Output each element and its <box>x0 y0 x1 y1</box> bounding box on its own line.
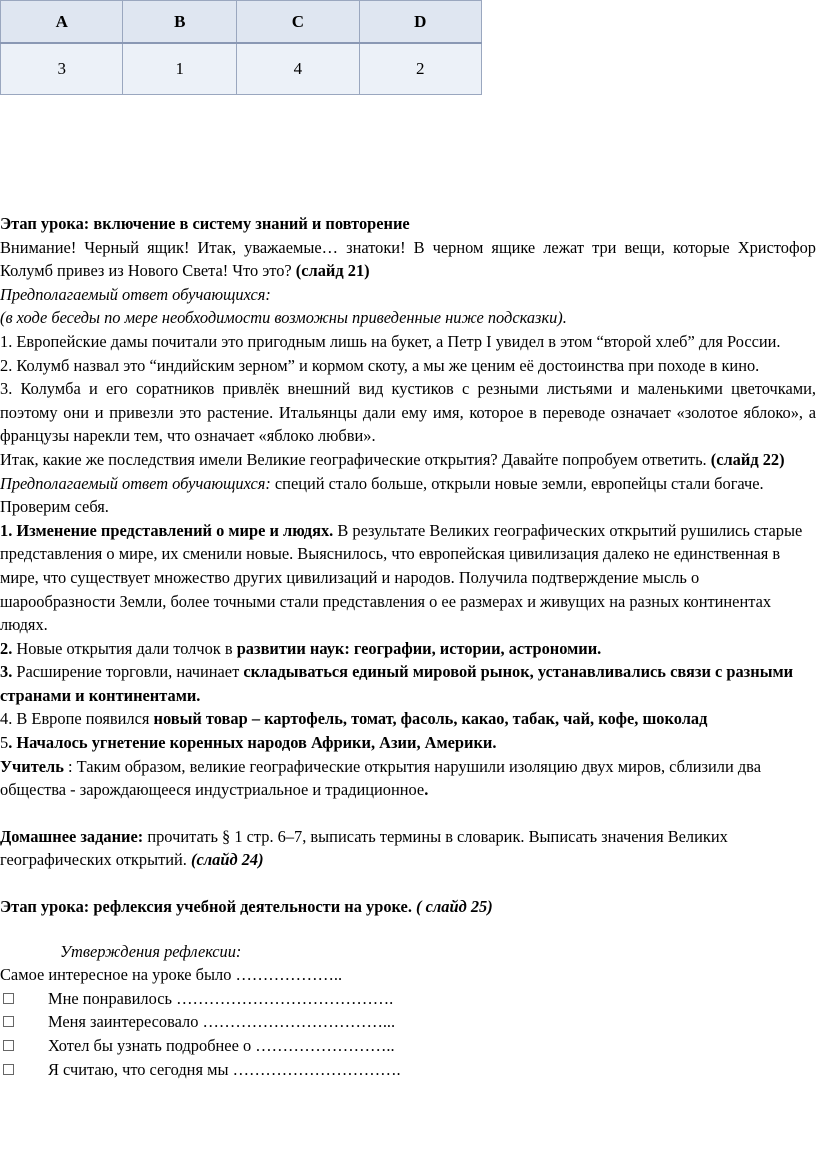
checkbox-icon <box>3 1040 14 1051</box>
hint-note: (в ходе беседы по мере необходимости возможны приведенные ниже подсказки). <box>0 308 567 328</box>
reflection-title: Утверждения рефлексии: <box>60 941 242 961</box>
consequence-item: 3. Расширение торговли, начинает складываться единый мировой рынок, устанавливались связи с разными странами и континентами. <box>0 662 794 705</box>
hint-item: 2. Колумб назвал это “индийским зерном” и кормом скоту, а мы же ценим её достоинства при походе в кино. <box>0 355 760 375</box>
reflection-item: Мне понравилось …………………………………. <box>0 987 816 1011</box>
lesson-content <box>0 212 816 1081</box>
checkbox-icon <box>3 1064 14 1075</box>
answer-table-value-cell: 1 <box>123 43 237 95</box>
consequence-item: 2. Новые открытия дали толчок в развитии наук: географии, истории, астрономии. <box>0 638 602 658</box>
consequence-item: 4. В Европе появился новый товар – картофель, томат, фасоль, какао, табак, чай, кофе, шоколад <box>0 709 708 729</box>
consequence-item: 1. Изменение представлений о мире и людях. В результате Великих географических открытий рушились старые представления о мире, их сменили новые. Выяснилось, что европейская цивилизация далеко не единственная в мире, что существует множество других цивилизаций и народов. Получила подтверждение мысль о шарообразности Земли, более точными стали представления о ее размерах и живущих на разных континентах людях. <box>0 520 803 635</box>
answer-table-value-cell: 2 <box>359 43 481 95</box>
expected-answer2: Предполагаемый ответ обучающихся: специй стало больше, открыли новые земли, европейцы стали богаче. <box>0 473 764 493</box>
slide-ref: (слайд 24) <box>191 850 264 870</box>
reflection-first: Самое интересное на уроке было ……………….. <box>0 965 343 985</box>
expected-answer-label: Предполагаемый ответ обучающихся: <box>0 284 271 304</box>
answer-table-value-cell: 4 <box>237 43 359 95</box>
checkbox-icon <box>3 1016 14 1027</box>
answer-table-header-row <box>1 1 482 44</box>
homework-paragraph: Домашнее задание: прочитать § 1 стр. 6–7, выписать термины в словарик. Выписать значения Великих географических открытий. (слайд 24) <box>0 826 728 870</box>
checkbox-icon <box>3 993 14 1004</box>
reflection-item: Я считаю, что сегодня мы …………………………. <box>0 1058 816 1082</box>
consequence-item: 5. Началось угнетение коренных народов Африки, Азии, Америки. <box>0 733 497 753</box>
answer-table-value-row <box>1 43 482 95</box>
answer-table-header-cell: B <box>123 1 237 44</box>
answer-table-value-cell: 3 <box>1 43 123 95</box>
reflection-block <box>0 940 816 1082</box>
answer-table-header-cell: D <box>359 1 481 44</box>
intro-paragraph: Внимание! Черный ящик! Итак, уважаемые… знатоки! В черном ящике лежат три вещи, которые Христофор Колумб привез из Нового Света! Что это? (слайд 21) <box>0 237 816 281</box>
answer-table-header-cell: A <box>1 1 123 44</box>
answer-table <box>0 0 482 95</box>
slide-ref: ( слайд 25) <box>411 897 493 917</box>
slide-ref: (слайд 22) <box>710 449 785 469</box>
reflection-item: Хотел бы узнать подробнее о …………………….. <box>0 1034 816 1058</box>
answer-table-header-cell: C <box>237 1 359 44</box>
question-paragraph: Итак, какие же последствия имели Великие географические открытия? Давайте попробуем ответить. (слайд 22) <box>0 449 785 469</box>
stage2-title: Этап урока: рефлексия учебной деятельности на уроке. ( слайд 25) <box>0 897 493 917</box>
teacher-paragraph: Учитель : Таким образом, великие географические открытия нарушили изоляцию двух миров, сблизили два общества - зарождающееся индустриальное и традиционное. <box>0 756 761 800</box>
reflection-item: Меня заинтересовало ……………………………... <box>0 1010 816 1034</box>
check-label: Проверим себя. <box>0 497 109 517</box>
stage1-title: Этап урока: включение в систему знаний и повторение <box>0 214 410 233</box>
slide-ref: (слайд 21) <box>295 261 370 281</box>
hint-item: 3. Колумба и его соратников привлёк внешний вид кустиков с резными листьями и маленькими цветочками, поэтому они и привезли это растение. Итальянцы дали ему имя, которое в переводе означает «золотое яблоко», а французы нарекли тем, что означает «яблоко любви». <box>0 379 816 446</box>
hint-item: 1. Европейские дамы почитали это пригодным лишь на букет, а Петр I увидел в этом “второй хлеб” для России. <box>0 331 781 351</box>
